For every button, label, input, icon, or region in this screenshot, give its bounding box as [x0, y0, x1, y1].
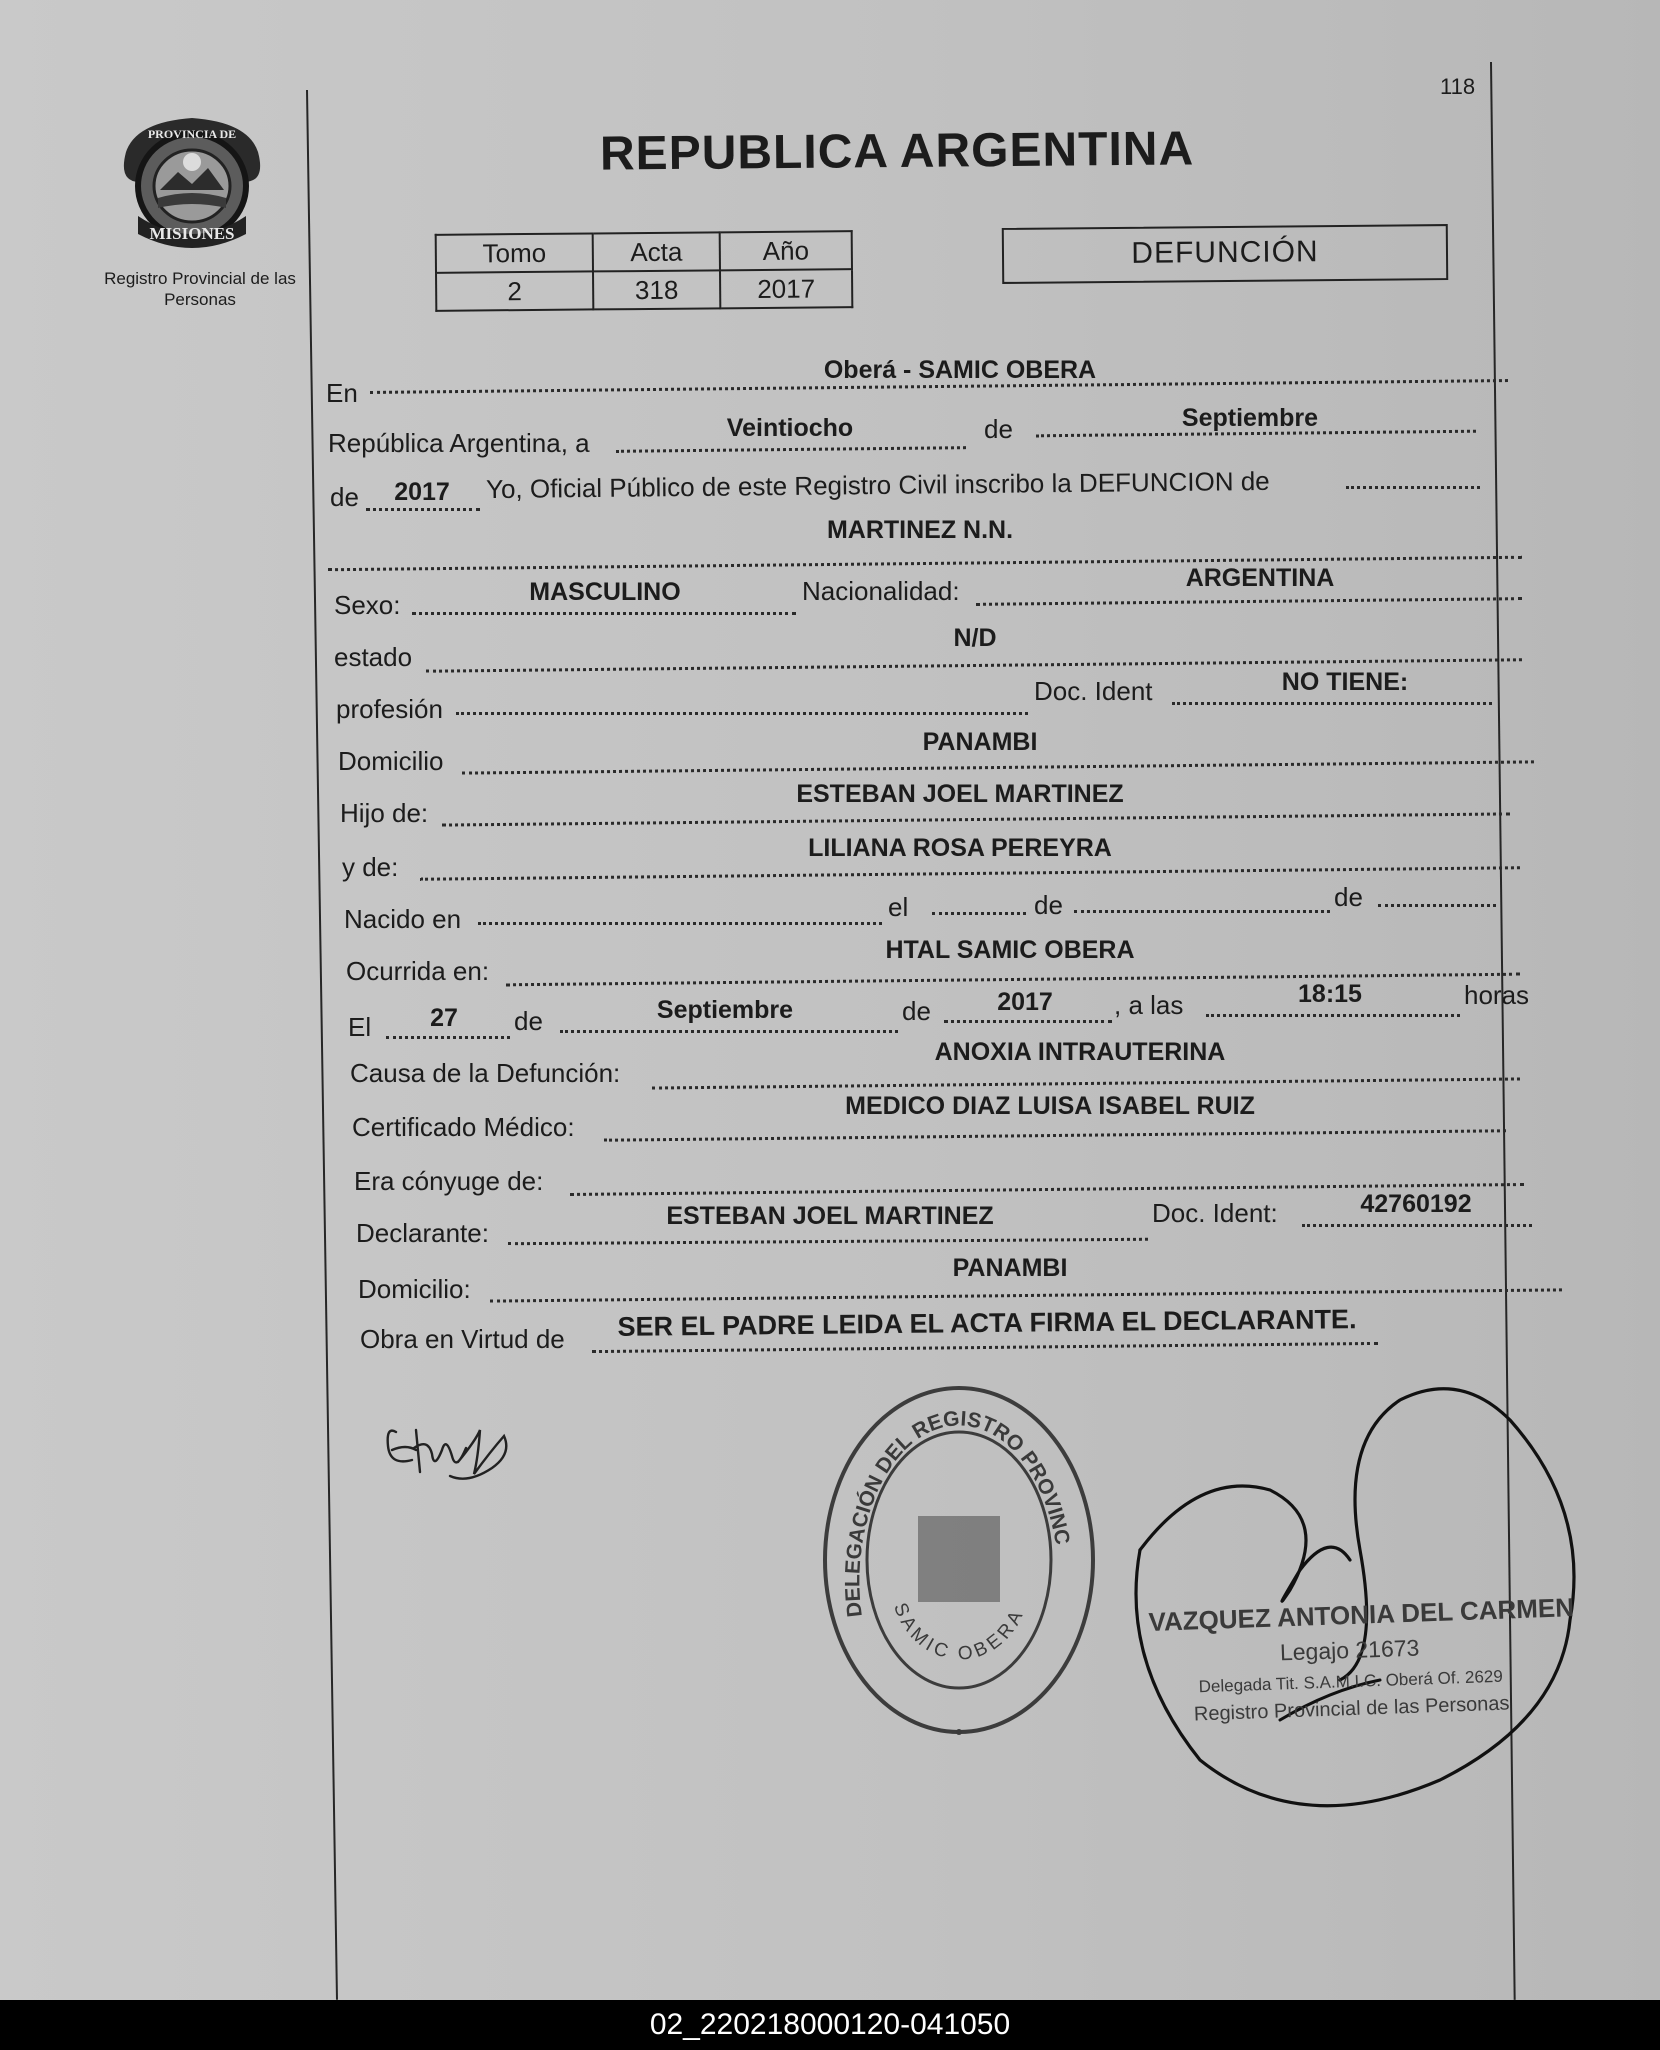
- record-header-tomo: Tomo: [436, 233, 593, 272]
- horas-label: horas: [1464, 980, 1530, 1010]
- official-signature: [1080, 1360, 1590, 1820]
- obra-line: [592, 1342, 1378, 1353]
- declarante-line: [508, 1238, 1148, 1245]
- domicilio2-value: PANAMBI: [952, 1254, 1068, 1282]
- nacionalidad-label: Nacionalidad:: [802, 576, 960, 606]
- footer-bar: [0, 2000, 1660, 2050]
- y-de-label: y de:: [342, 852, 399, 882]
- causa-label: Causa de la Defunción:: [350, 1058, 621, 1088]
- page-title: REPUBLICA ARGENTINA: [599, 122, 1195, 181]
- statement-text: Yo, Oficial Público de este Registro Civil inscribo la DEFUNCION de: [485, 465, 1270, 505]
- record-table: [435, 230, 854, 312]
- certificado-value: MEDICO DIAZ LUISA ISABEL RUIZ: [845, 1092, 1255, 1120]
- left-margin-line: [306, 90, 338, 2000]
- nacido-year-line: [1378, 904, 1496, 907]
- ocurrida-value: HTAL SAMIC OBERA: [885, 936, 1135, 964]
- official-stamp: [803, 1358, 1106, 1744]
- death-day-line: [386, 1036, 510, 1039]
- declarante-doc-line: [1302, 1224, 1532, 1227]
- mother-value: LILIANA ROSA PEREYRA: [808, 834, 1112, 862]
- death-month-value: Septiembre: [656, 996, 794, 1024]
- republica-label: República Argentina, a: [328, 428, 590, 458]
- domicilio-line: [462, 760, 1534, 774]
- page-number: 118: [1440, 74, 1476, 99]
- domicilio-value: PANAMBI: [922, 728, 1038, 756]
- causa-line: [652, 1077, 1520, 1089]
- place-value: Oberá - SAMIC OBERA: [823, 356, 1097, 384]
- registry-name: Registro Provincial de las Personas: [104, 269, 296, 309]
- declarant-signature: [380, 1410, 516, 1494]
- nacido-de-label-1: de: [1034, 890, 1063, 920]
- svg-text:PROVINCIA DE: PROVINCIA DE: [147, 127, 237, 141]
- day-words-value: Veintiocho: [726, 414, 854, 442]
- record-value-tomo: 2: [436, 271, 593, 310]
- record-value-anio: 2017: [720, 269, 852, 308]
- death-month-line: [560, 1030, 898, 1033]
- declarante-value: ESTEBAN JOEL MARTINEZ: [666, 1202, 994, 1230]
- nacido-month-line: [1074, 910, 1330, 913]
- nacionalidad-line: [976, 597, 1522, 606]
- de-label-1: de: [984, 414, 1013, 444]
- doc-ident-value: NO TIENE:: [1281, 668, 1409, 696]
- en-label: En: [326, 378, 358, 408]
- statement-line: [1346, 486, 1480, 489]
- svg-text:DELEGACIÓN DEL REGISTRO PROVIN: DELEGACIÓN DEL REGISTRO PROVINCIAL DE LAS PERSONAS: [803, 1358, 1074, 1619]
- obra-label: Obra en Virtud de: [360, 1324, 565, 1354]
- estado-value: N/D: [953, 624, 997, 652]
- sexo-label: Sexo:: [334, 590, 401, 620]
- doc-ident-label: Doc. Ident: [1034, 676, 1153, 706]
- declarante-label: Declarante:: [356, 1218, 489, 1248]
- year-value: 2017: [394, 478, 450, 506]
- death-year-value: 2017: [997, 988, 1053, 1016]
- nacido-en-label: Nacido en: [344, 904, 462, 934]
- el-label-2: El: [348, 1012, 372, 1042]
- mother-line: [420, 866, 1520, 881]
- father-line: [442, 812, 1510, 826]
- svg-text:SAMIC OBERA: SAMIC OBERA: [889, 1599, 1030, 1666]
- ocurrida-en-label: Ocurrida en:: [346, 956, 490, 986]
- death-de-label-2: de: [902, 996, 931, 1026]
- record-header-anio: Año: [720, 231, 852, 270]
- footer-filename: 02_220218000120-041050: [649, 2008, 1011, 2041]
- certificado-label: Certificado Médico:: [352, 1112, 575, 1142]
- provincia-de-misiones-seal-icon: [118, 112, 266, 252]
- doc-ident-line: [1172, 702, 1492, 705]
- profesion-label: profesión: [336, 694, 443, 724]
- official-position: Delegada Tit. S.A.M.I.C. Oberá Of. 2629: [1198, 1666, 1504, 1697]
- record-header-row: [436, 231, 852, 273]
- estado-label: estado: [334, 642, 413, 672]
- svg-text:MISIONES: MISIONES: [149, 224, 235, 243]
- nacido-en-line: [478, 922, 882, 925]
- nacido-de-label-2: de: [1334, 882, 1363, 912]
- death-time-value: 18:15: [1298, 980, 1362, 1008]
- domicilio2-label: Domicilio:: [358, 1274, 471, 1304]
- certificado-line: [604, 1129, 1506, 1141]
- a-las-label: , a las: [1114, 990, 1184, 1020]
- profesion-line: [456, 712, 1028, 715]
- death-year-line: [944, 1020, 1112, 1023]
- official-block: [1148, 1592, 1575, 1728]
- declarante-doc-label: Doc. Ident:: [1152, 1198, 1278, 1228]
- father-value: ESTEBAN JOEL MARTINEZ: [796, 780, 1124, 808]
- month-value: Septiembre: [1181, 404, 1319, 432]
- declarante-doc-value: 42760192: [1360, 1190, 1472, 1218]
- obra-value: SER EL PADRE LEIDA EL ACTA FIRMA EL DECLARANTE.: [617, 1304, 1357, 1342]
- record-value-acta: 318: [593, 270, 720, 309]
- nacido-day-line: [932, 912, 1026, 915]
- sexo-line: [412, 612, 796, 615]
- official-office: Registro Provincial de las Personas: [1193, 1692, 1510, 1726]
- official-name: VAZQUEZ ANTONIA DEL CARMEN: [1148, 1592, 1575, 1637]
- record-value-row: [436, 269, 852, 311]
- year-line: [366, 508, 480, 511]
- sexo-value: MASCULINO: [529, 578, 681, 606]
- conyuge-label: Era cónyuge de:: [354, 1166, 544, 1196]
- domicilio2-line: [490, 1288, 1562, 1302]
- hijo-de-label: Hijo de:: [340, 798, 429, 828]
- domicilio-label: Domicilio: [338, 746, 444, 776]
- death-day-value: 27: [430, 1004, 458, 1032]
- causa-value: ANOXIA INTRAUTERINA: [934, 1038, 1226, 1066]
- deceased-name-value: MARTINEZ N.N.: [826, 516, 1014, 544]
- nacionalidad-value: ARGENTINA: [1185, 564, 1335, 592]
- document-type-box: DEFUNCIÓN: [1002, 224, 1448, 284]
- death-de-label-1: de: [514, 1006, 543, 1036]
- official-legajo: Legajo 21673: [1279, 1634, 1420, 1666]
- death-time-line: [1206, 1014, 1460, 1017]
- day-words-line: [616, 446, 966, 453]
- el-label: el: [888, 892, 909, 922]
- record-header-acta: Acta: [593, 232, 720, 271]
- de-label-2: de: [330, 482, 359, 512]
